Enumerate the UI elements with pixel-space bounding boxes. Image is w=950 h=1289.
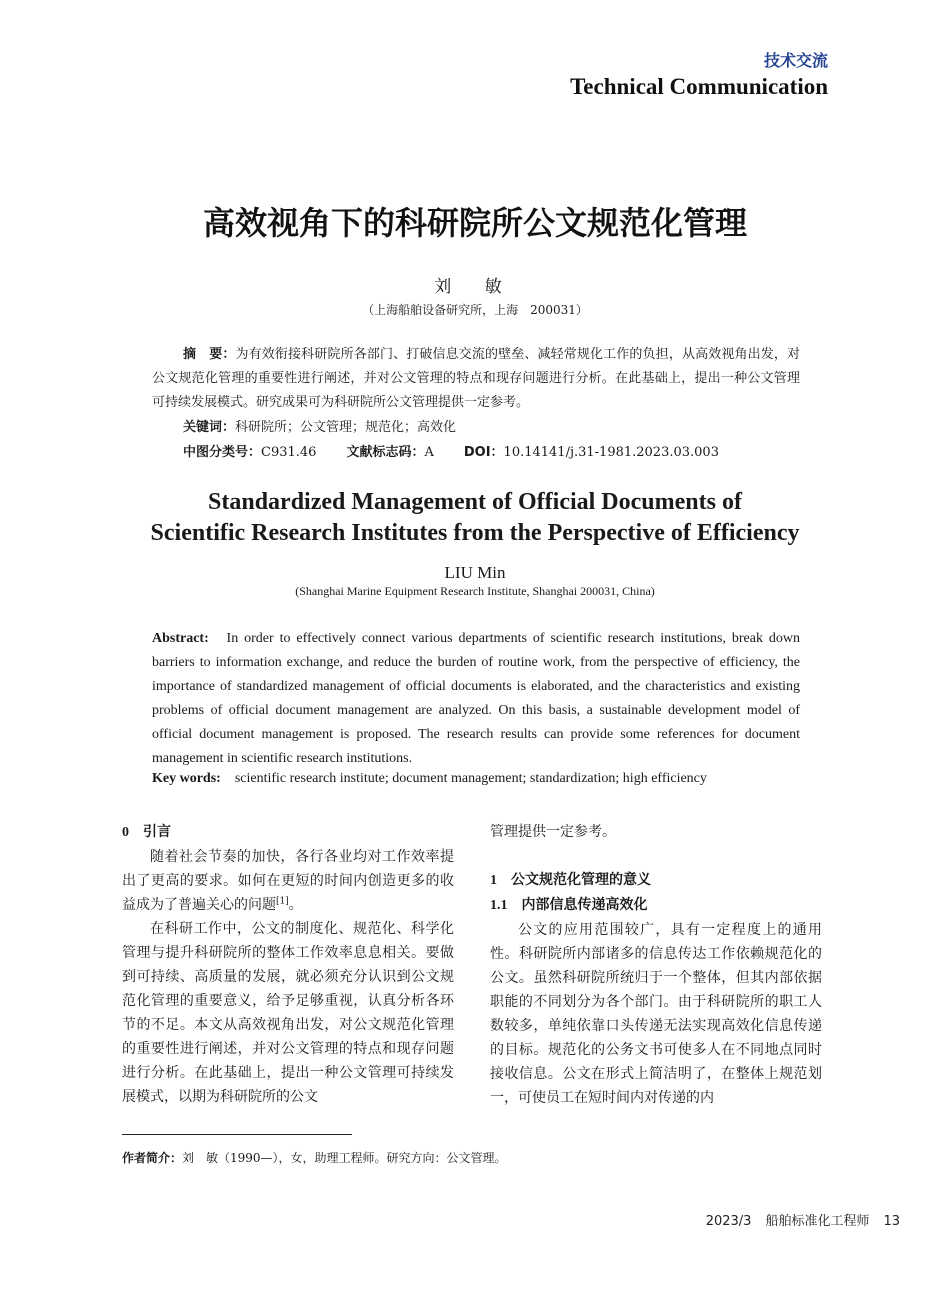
classification-line (183, 441, 719, 460)
keywords-cn-text: 科研院所；公文管理；规范化；高效化 (235, 420, 457, 435)
section-label-cn: 技术交流 (763, 51, 828, 70)
doi-label: DOI： (463, 445, 504, 460)
footer-journal: 船舶标准化工程师 (765, 1214, 870, 1229)
clc-label: 中图分类号： (183, 445, 262, 460)
abstract-cn-text: 为有效衔接科研院所各部门、打破信息交流的壁垒、减轻常规化工作的负担，从高效视角出发，对公文规范化管理的重要性进行阐述，并对公文管理的特点和现存问题进行分析。在此基础上，提出一种公文管理可持续发展模式。研究成果可为科研院所公文管理提供一定参考。 (152, 347, 800, 410)
abstract-cn-label: 摘 要： (183, 347, 236, 362)
author-name-en: LIU Min (444, 563, 506, 582)
footer-issue: 2023/3 (705, 1214, 752, 1229)
author-footnote (122, 1149, 507, 1166)
title-en-line2: Scientific Research Institutes from the Perspective of Efficiency (150, 520, 800, 546)
affiliation-cn: （上海船舶设备研究所，上海 200031） (362, 303, 588, 317)
paragraph-2: 在科研工作中，公文的制度化、规范化、科学化管理与提升科研院所的整体工作效率息息相关。要做到可持续、高质量的发展，就必须充分认识到公文规范化管理的重要意义，给予足够重视，认真分析各环节的不足。本文从高效视角出发，对公文规范化管理的重要性进行阐述，并对公文管理的特点和现存问题进行分析。在此基础上，提出一种公文管理可持续发展模式，以期为科研院所的公文 (122, 921, 454, 1105)
page-footer (706, 1210, 900, 1229)
paragraph-1: 随着社会节奏的加快，各行各业均对工作效率提出了更高的要求。如何在更短的时间内创造更多的收益成为了普遍关心的问题[1]。 (122, 849, 454, 913)
citation-ref: [1] (276, 896, 289, 907)
section-1-1-heading: 1.1 内部信息传递高效化 (490, 897, 648, 913)
keywords-cn (183, 416, 456, 435)
title-en-line1: Standardized Management of Official Documents of (208, 489, 742, 515)
footnote-label: 作者简介： (122, 1151, 183, 1165)
author-name-cn: 刘 敏 (434, 277, 516, 297)
page-title-en (0, 487, 950, 549)
section-label-en: Technical Communication (570, 74, 828, 99)
doi-value: 10.14141/j.31-1981.2023.03.003 (503, 445, 719, 460)
keywords-en-text: scientific research institute; document management; standardization; high efficiency (234, 771, 707, 786)
keywords-en-label: Key words: (152, 771, 221, 786)
keywords-en (152, 771, 707, 787)
footer-page-number: 13 (883, 1214, 900, 1229)
body-column-right (490, 820, 822, 1110)
section-1-heading: 1 公文规范化管理的意义 (490, 872, 651, 888)
abstract-en (152, 627, 800, 771)
section-0-heading: 0 引言 (122, 824, 171, 840)
paragraph-3: 公文的应用范围较广，具有一定程度上的通用性。科研院所内部诸多的信息传达工作依赖规范化的公文。虽然科研院所统归于一个整体，但其内部依据职能的不同划分为各个部门。由于科研院所的职工人数较多，单纯依靠口头传递无法实现高效化信息传递的目标。规范化的公务文书可使多人在不同地点同时接收信息。公文在形式上简洁明了，在整体上规范划一，可使员工在短时间内对传递的内 (490, 922, 822, 1106)
abstract-en-text: In order to effectively connect various departments of scientific research institutions, break down barriers to information exchange, and reduce the burden of routine work, from the perspective of efficiency, the importance of standardized management of official documents is elaborated, and the characteristics and existing problems of official document management are analyzed. On this basis, a sustainable development model of official document management is proposed. The research results can provide some references for document management in scientific research institutions. (152, 631, 801, 766)
keywords-cn-label: 关键词： (183, 420, 236, 435)
affiliation-en: (Shanghai Marine Equipment Research Institute, Shanghai 200031, China) (295, 584, 655, 598)
footnote-divider (122, 1134, 352, 1135)
page-title-cn: 高效视角下的科研院所公文规范化管理 (202, 204, 747, 242)
body-column-left (122, 820, 454, 1109)
paragraph-2-continued: 管理提供一定参考。 (490, 824, 616, 840)
footnote-text: 刘 敏（1990—），女，助理工程师。研究方向：公文管理。 (182, 1151, 507, 1165)
doc-code-label: 文献标志码： (346, 445, 425, 460)
abstract-en-label: Abstract: (152, 631, 209, 646)
doc-code-value: A (424, 445, 434, 460)
clc-value: C931.46 (261, 445, 317, 460)
abstract-cn (152, 343, 800, 415)
